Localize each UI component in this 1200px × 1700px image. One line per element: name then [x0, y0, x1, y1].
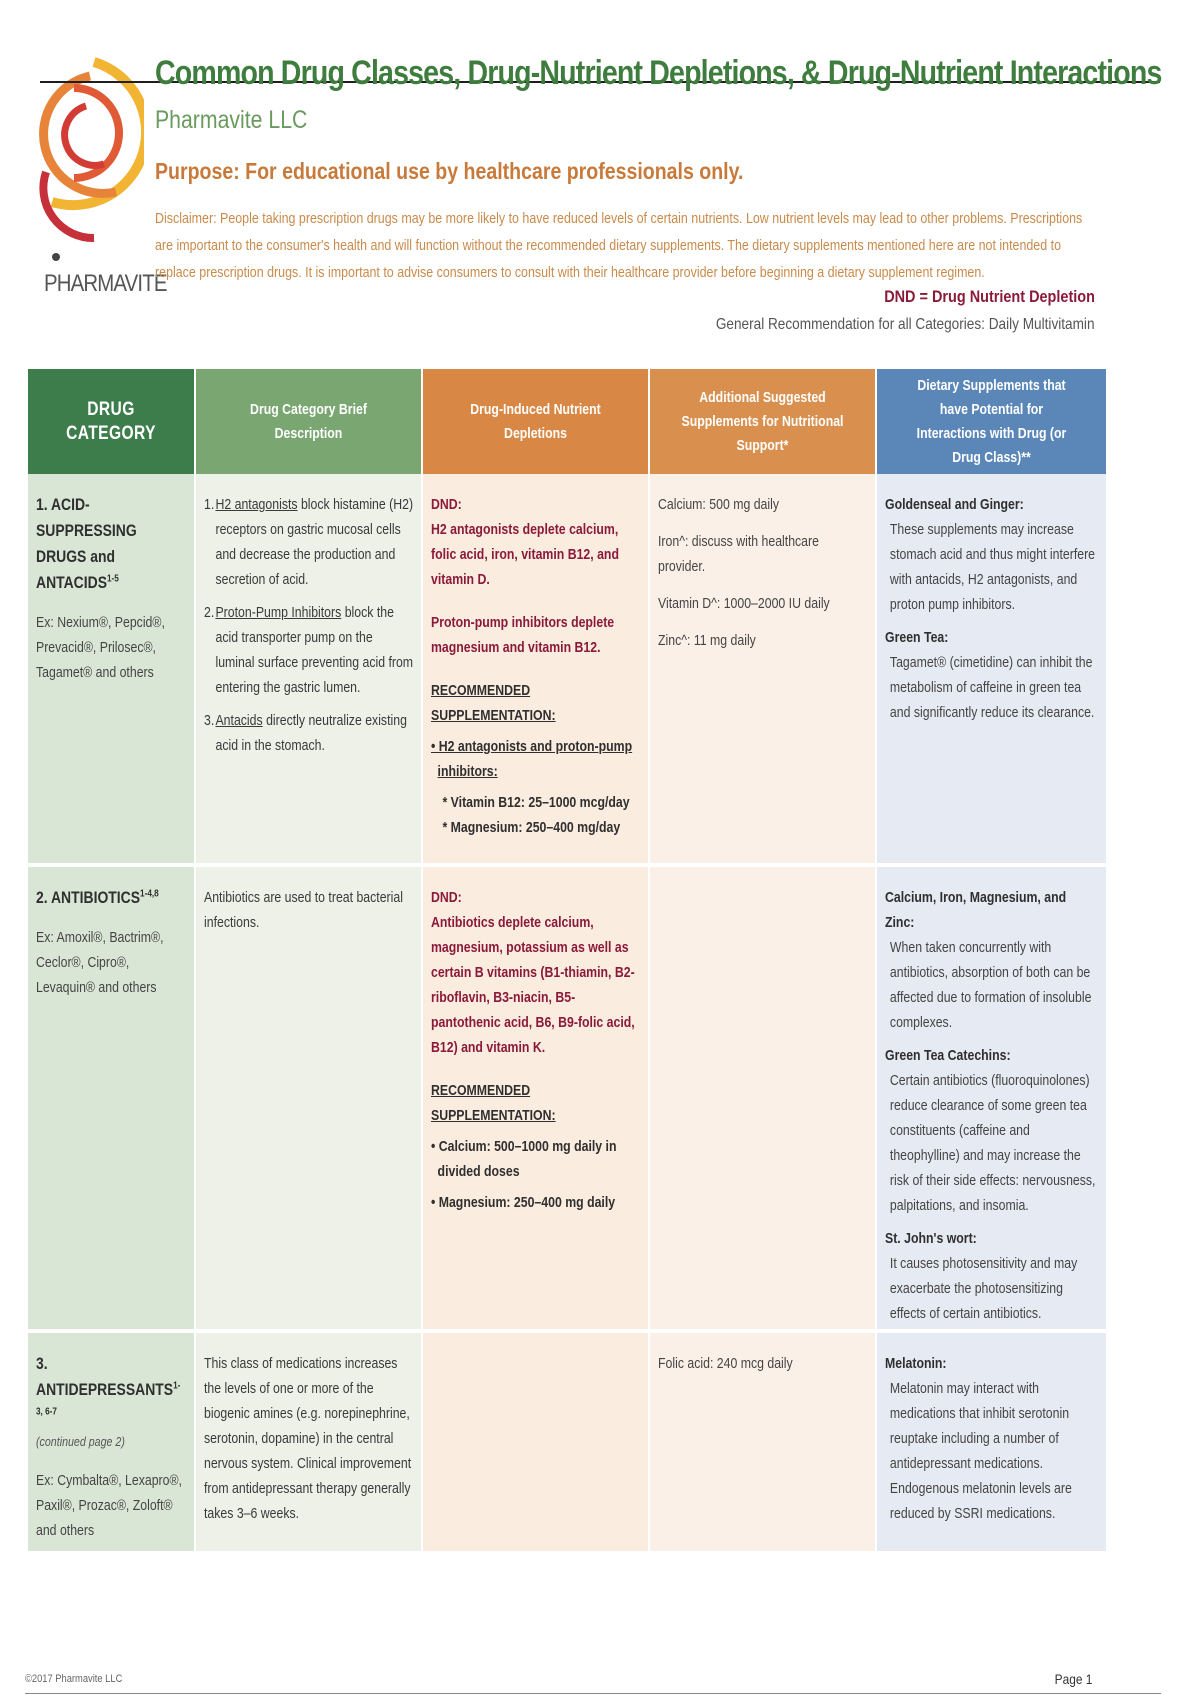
general-recommendation: General Recommendation for all Categories: Daily Multivitamin — [716, 316, 1095, 333]
recommended-label: RECOMMENDED SUPPLEMENTATION: — [431, 682, 556, 724]
disclaimer-text: Disclaimer: People taking prescription drugs may be more likely to have reduced levels of certain nutrients. Low nutrient levels may lead to other problems. Prescriptions are important to the consumer's health and will function without the recommended dietary supplements. The dietary supplements mentioned here are not intended to replace prescription drugs. It is important to advise consumers to consult with their healthcare provider before beginning a dietary supplement regimen. — [155, 210, 1083, 281]
page-number: Page 1 — [1054, 1671, 1092, 1687]
recommendation-bullet: • Magnesium: 250–400 mg daily — [431, 1194, 616, 1211]
interactions-cell — [877, 474, 1106, 863]
dnd-label: DND: — [431, 889, 462, 906]
footer-rule — [25, 1693, 1161, 1694]
description-item: Antibiotics are used to treat bacterial infections. — [204, 889, 403, 931]
copyright-text: ©2017 Pharmavite LLC — [25, 1673, 123, 1685]
interaction-text: Melatonin may interact with medications that inhibit serotonin reuptake including a number of antidepressant medications. Endogenous melatonin levels are reduced by SSRI medications. — [889, 1380, 1072, 1522]
table-header-row — [28, 369, 1106, 474]
header-drug-category: DRUG CATEGORY — [28, 369, 196, 474]
supplement-line: Vitamin D^: 1000–2000 IU daily — [658, 595, 830, 612]
interaction-title: St. John's wort: — [885, 1230, 977, 1247]
recommendation-subbullet: * Vitamin B12: 25–1000 mcg/day — [442, 794, 630, 811]
category-refs: 1-3, 6-7 — [36, 1380, 181, 1418]
recommendation-bullet: • H2 antagonists and proton-pump inhibitors: — [431, 738, 633, 780]
category-title: 1. ACID-SUPPRESSING DRUGS and ANTACIDS — [36, 495, 137, 592]
page-title: Common Drug Classes, Drug-Nutrient Depletions, & Drug-Nutrient Interactions — [155, 54, 1162, 92]
company-name: Pharmavite LLC — [155, 106, 308, 134]
interaction-title: Green Tea: — [885, 629, 949, 646]
category-cell — [28, 867, 196, 1329]
description-item: 3. Antacids directly neutralize existing acid in the stomach. — [204, 712, 407, 754]
logo-wordmark: PHARMAVITE — [44, 270, 167, 297]
interaction-text: These supplements may increase stomach acid and thus might interfere with antacids, H2 antagonists, and proton pump inhibitors. — [889, 521, 1096, 613]
dnd-text: Antibiotics deplete calcium, magnesium, potassium as well as certain B vitamins (B1-thiamin, B2-riboflavin, B3-niacin, B5-pantothenic acid, B6, B9-folic acid, B12) and vitamin K. — [431, 914, 635, 1056]
description-item: 1. H2 antagonists block histamine (H2) receptors on gastric mucosal cells and decrease the production and secretion of acid. — [204, 496, 414, 588]
header-description: Drug Category Brief Description — [196, 369, 423, 474]
table-row — [28, 474, 1106, 867]
interaction-text: Certain antibiotics (fluoroquinolones) reduce clearance of some green tea constituents (caffeine and theophylline) and may increase the risk of their side effects: nervousness, palpitations, and insomia. — [889, 1072, 1096, 1214]
category-examples: Ex: Nexium®, Pepcid®, Prevacid®, Prilosec®, Tagamet® and others — [36, 614, 165, 681]
recommended-label: RECOMMENDED SUPPLEMENTATION: — [431, 1082, 556, 1124]
category-subtitle: (continued page 2) — [36, 1434, 125, 1449]
depletions-cell — [423, 1333, 650, 1551]
category-refs: 1-5 — [106, 573, 119, 585]
category-cell — [28, 1333, 196, 1551]
supplements-cell — [650, 1333, 877, 1551]
interaction-title: Calcium, Iron, Magnesium, and Zinc: — [885, 889, 1067, 931]
supplements-cell — [650, 867, 877, 1329]
dnd-definition: DND = Drug Nutrient Depletion — [884, 287, 1095, 306]
header-interactions: Dietary Supplements that have Potential for Interactions with Drug (or Drug Class)** — [877, 369, 1106, 474]
description-item: 2. Proton-Pump Inhibitors block the acid transporter pump on the luminal surface preventing acid from entering the gastric lumen. — [204, 604, 414, 696]
dnd-text: Proton-pump inhibitors deplete magnesium and vitamin B12. — [431, 614, 615, 656]
description-item: This class of medications increases the levels of one or more of the biogenic amines (e.g. norepinephrine, serotonin, dopamine) in the central nervous system. Clinical improvement from antidepressant therapy generally takes 3–6 weeks. — [204, 1355, 412, 1522]
dnd-label: DND: — [431, 496, 462, 513]
category-examples: Ex: Amoxil®, Bactrim®, Ceclor®, Cipro®, Levaquin® and others — [36, 929, 164, 996]
category-cell — [28, 474, 196, 863]
depletions-cell — [423, 867, 650, 1329]
interaction-text: Tagamet® (cimetidine) can inhibit the metabolism of caffeine in green tea and significantly reduce its clearance. — [889, 654, 1095, 721]
interactions-cell — [877, 1333, 1106, 1551]
interaction-title: Goldenseal and Ginger: — [885, 496, 1024, 513]
category-title: 3. ANTIDEPRESSANTS — [36, 1354, 174, 1399]
supplement-line: Folic acid: 240 mcg daily — [658, 1355, 793, 1372]
recommendation-subbullet: * Magnesium: 250–400 mg/day — [442, 819, 621, 836]
category-refs: 1-4,8 — [140, 888, 159, 900]
purpose-statement: Purpose: For educational use by healthcare professionals only. — [155, 158, 744, 184]
description-cell — [196, 1333, 423, 1551]
header-additional-supplements: Additional Suggested Supplements for Nutritional Support* — [650, 369, 877, 474]
supplement-line: Iron^: discuss with healthcare provider. — [658, 533, 819, 575]
description-cell — [196, 474, 423, 863]
pharmavite-logo — [34, 52, 144, 302]
table-row — [28, 867, 1106, 1333]
dnd-text: H2 antagonists deplete calcium, folic acid, iron, vitamin B12, and vitamin D. — [431, 521, 619, 588]
supplement-line: Calcium: 500 mg daily — [658, 496, 780, 513]
depletions-cell — [423, 474, 650, 863]
category-title: 2. ANTIBIOTICS — [36, 888, 141, 907]
category-examples: Ex: Cymbalta®, Lexapro®, Paxil®, Prozac®, Zoloft® and others — [36, 1472, 182, 1539]
interaction-text: It causes photosensitivity and may exacerbate the photosensitizing effects of certain antibiotics. — [889, 1255, 1078, 1322]
description-cell — [196, 867, 423, 1329]
supplement-line: Zinc^: 11 mg daily — [658, 632, 756, 649]
interaction-title: Melatonin: — [885, 1355, 947, 1372]
interactions-cell — [877, 867, 1106, 1329]
drug-table — [28, 369, 1106, 1551]
interaction-title: Green Tea Catechins: — [885, 1047, 1011, 1064]
supplements-cell — [650, 474, 877, 863]
table-row — [28, 1333, 1106, 1551]
recommendation-bullet: • Calcium: 500–1000 mg daily in divided doses — [431, 1138, 617, 1180]
interaction-text: When taken concurrently with antibiotics, absorption of both can be affected due to formation of insoluble complexes. — [889, 939, 1092, 1031]
header-depletions: Drug-Induced Nutrient Depletions — [423, 369, 650, 474]
